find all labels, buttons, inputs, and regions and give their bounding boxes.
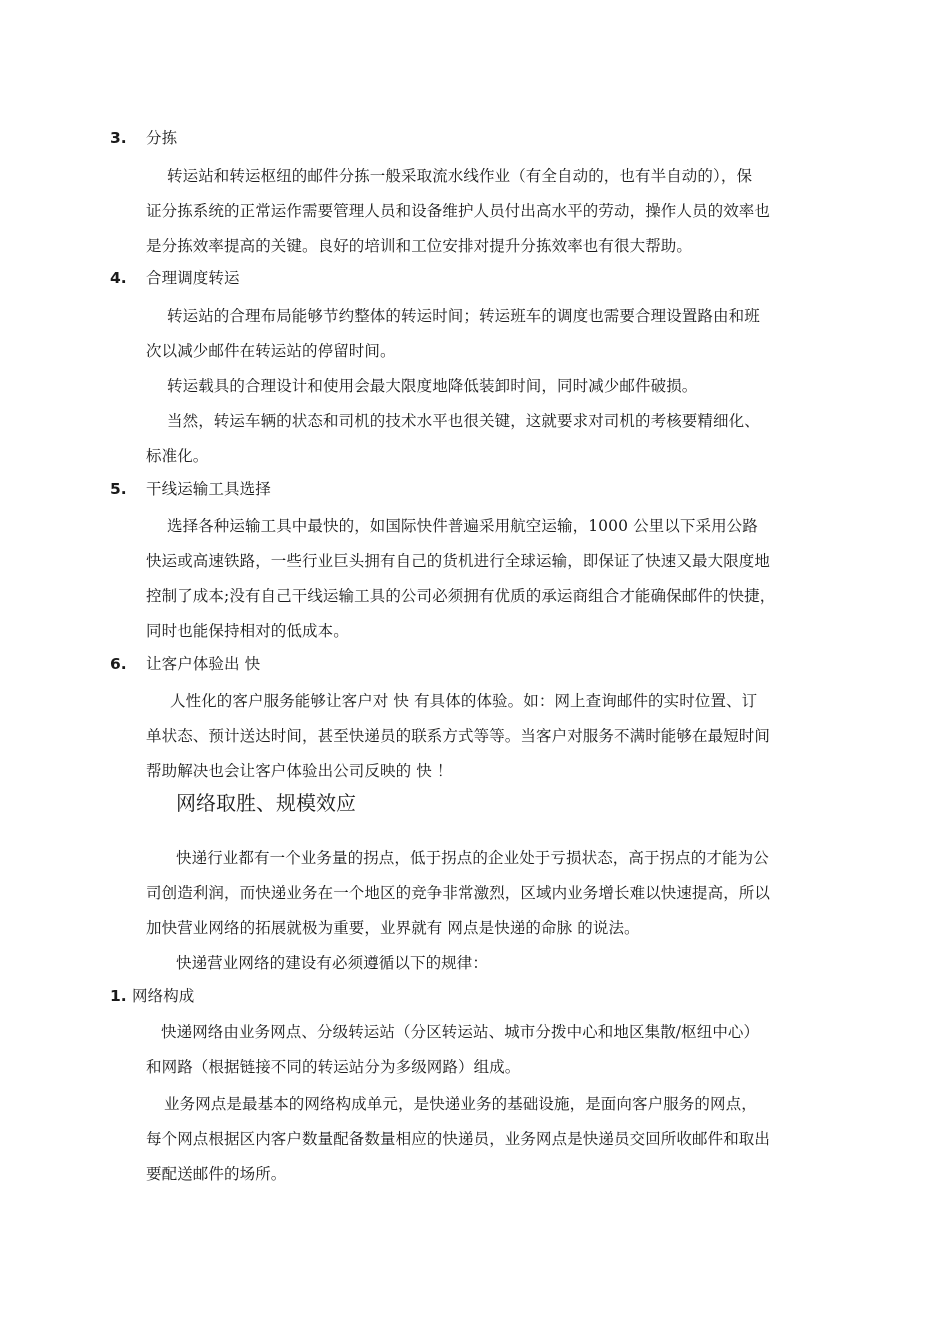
section-heading: 分拣 bbox=[146, 129, 178, 147]
paragraph-line: 要配送邮件的场所。 bbox=[146, 1165, 287, 1183]
section-heading: 合理调度转运 bbox=[146, 269, 240, 287]
paragraph-line: 司创造利润，而快递业务在一个地区的竞争非常激烈，区域内业务增长难以快速提高，所以 bbox=[146, 884, 771, 902]
section-heading: 干线运输工具选择 bbox=[146, 480, 271, 498]
section-number: 3. bbox=[110, 129, 127, 147]
paragraph-line: 每个网点根据区内客户数量配备数量相应的快递员，业务网点是快递员交回所收邮件和取出 bbox=[146, 1130, 771, 1148]
paragraph-line: 快递网络由业务网点、分级转运站（分区转运站、城市分拨中心和地区集散/枢纽中心） bbox=[161, 1023, 760, 1041]
paragraph-line: 快运或高速铁路，一些行业巨头拥有自己的货机进行全球运输，即保证了快速又最大限度地 bbox=[146, 552, 771, 570]
paragraph-line: 人性化的客户服务能够让客户对 快 有具体的体验。如：网上查询邮件的实时位置、订 bbox=[170, 692, 758, 710]
section-number: 4. bbox=[110, 269, 127, 287]
section-number: 6. bbox=[110, 655, 127, 673]
section-heading: 让客户体验出 快 bbox=[146, 655, 261, 673]
paragraph-line: 当然，转运车辆的状态和司机的技术水平也很关键，这就要求对司机的考核要精细化、 bbox=[167, 412, 760, 430]
section-heading: 网络构成 bbox=[132, 987, 195, 1005]
paragraph-line: 快递行业都有一个业务量的拐点，低于拐点的企业处于亏损状态，高于拐点的才能为公 bbox=[176, 849, 769, 867]
paragraph-line: 转运站的合理布局能够节约整体的转运时间；转运班车的调度也需要合理设置路由和班 bbox=[167, 307, 760, 325]
paragraph-line: 同时也能保持相对的低成本。 bbox=[146, 622, 349, 640]
paragraph-line: 标准化。 bbox=[146, 447, 209, 465]
paragraph-line: 业务网点是最基本的网络构成单元，是快递业务的基础设施，是面向客户服务的网点， bbox=[164, 1095, 757, 1113]
paragraph-line: 帮助解决也会让客户体验出公司反映的 快 ！ bbox=[146, 762, 453, 780]
paragraph-line: 加快营业网络的拓展就极为重要，业界就有 网点是快递的命脉 的说法。 bbox=[146, 919, 640, 937]
section-number: 5. bbox=[110, 480, 127, 498]
paragraph-line: 证分拣系统的正常运作需要管理人员和设备维护人员付出高水平的劳动，操作人员的效率也 bbox=[146, 202, 771, 220]
paragraph-line: 是分拣效率提高的关键。良好的培训和工位安排对提升分拣效率也有很大帮助。 bbox=[146, 237, 693, 255]
paragraph-line: 控制了成本;没有自己干线运输工具的公司必须拥有优质的承运商组合才能确保邮件的快捷， bbox=[146, 587, 776, 605]
section-number: 1. bbox=[110, 987, 127, 1005]
paragraph-line: 次以减少邮件在转运站的停留时间。 bbox=[146, 342, 396, 360]
paragraph-line: 选择各种运输工具中最快的，如国际快件普遍采用航空运输，1000 公里以下采用公路 bbox=[167, 517, 758, 535]
section-subheading: 网络取胜、规模效应 bbox=[176, 791, 356, 815]
paragraph-line: 和网路（根据链接不同的转运站分为多级网路）组成。 bbox=[146, 1058, 521, 1076]
paragraph-line: 转运站和转运枢纽的邮件分拣一般采取流水线作业（有全自动的，也有半自动的），保 bbox=[167, 167, 753, 185]
paragraph-line: 转运载具的合理设计和使用会最大限度地降低装卸时间，同时减少邮件破损。 bbox=[167, 377, 698, 395]
paragraph-line: 快递营业网络的建设有必须遵循以下的规律： bbox=[176, 954, 489, 972]
paragraph-line: 单状态、预计送达时间，甚至快递员的联系方式等等。当客户对服务不满时能够在最短时间 bbox=[146, 727, 771, 745]
